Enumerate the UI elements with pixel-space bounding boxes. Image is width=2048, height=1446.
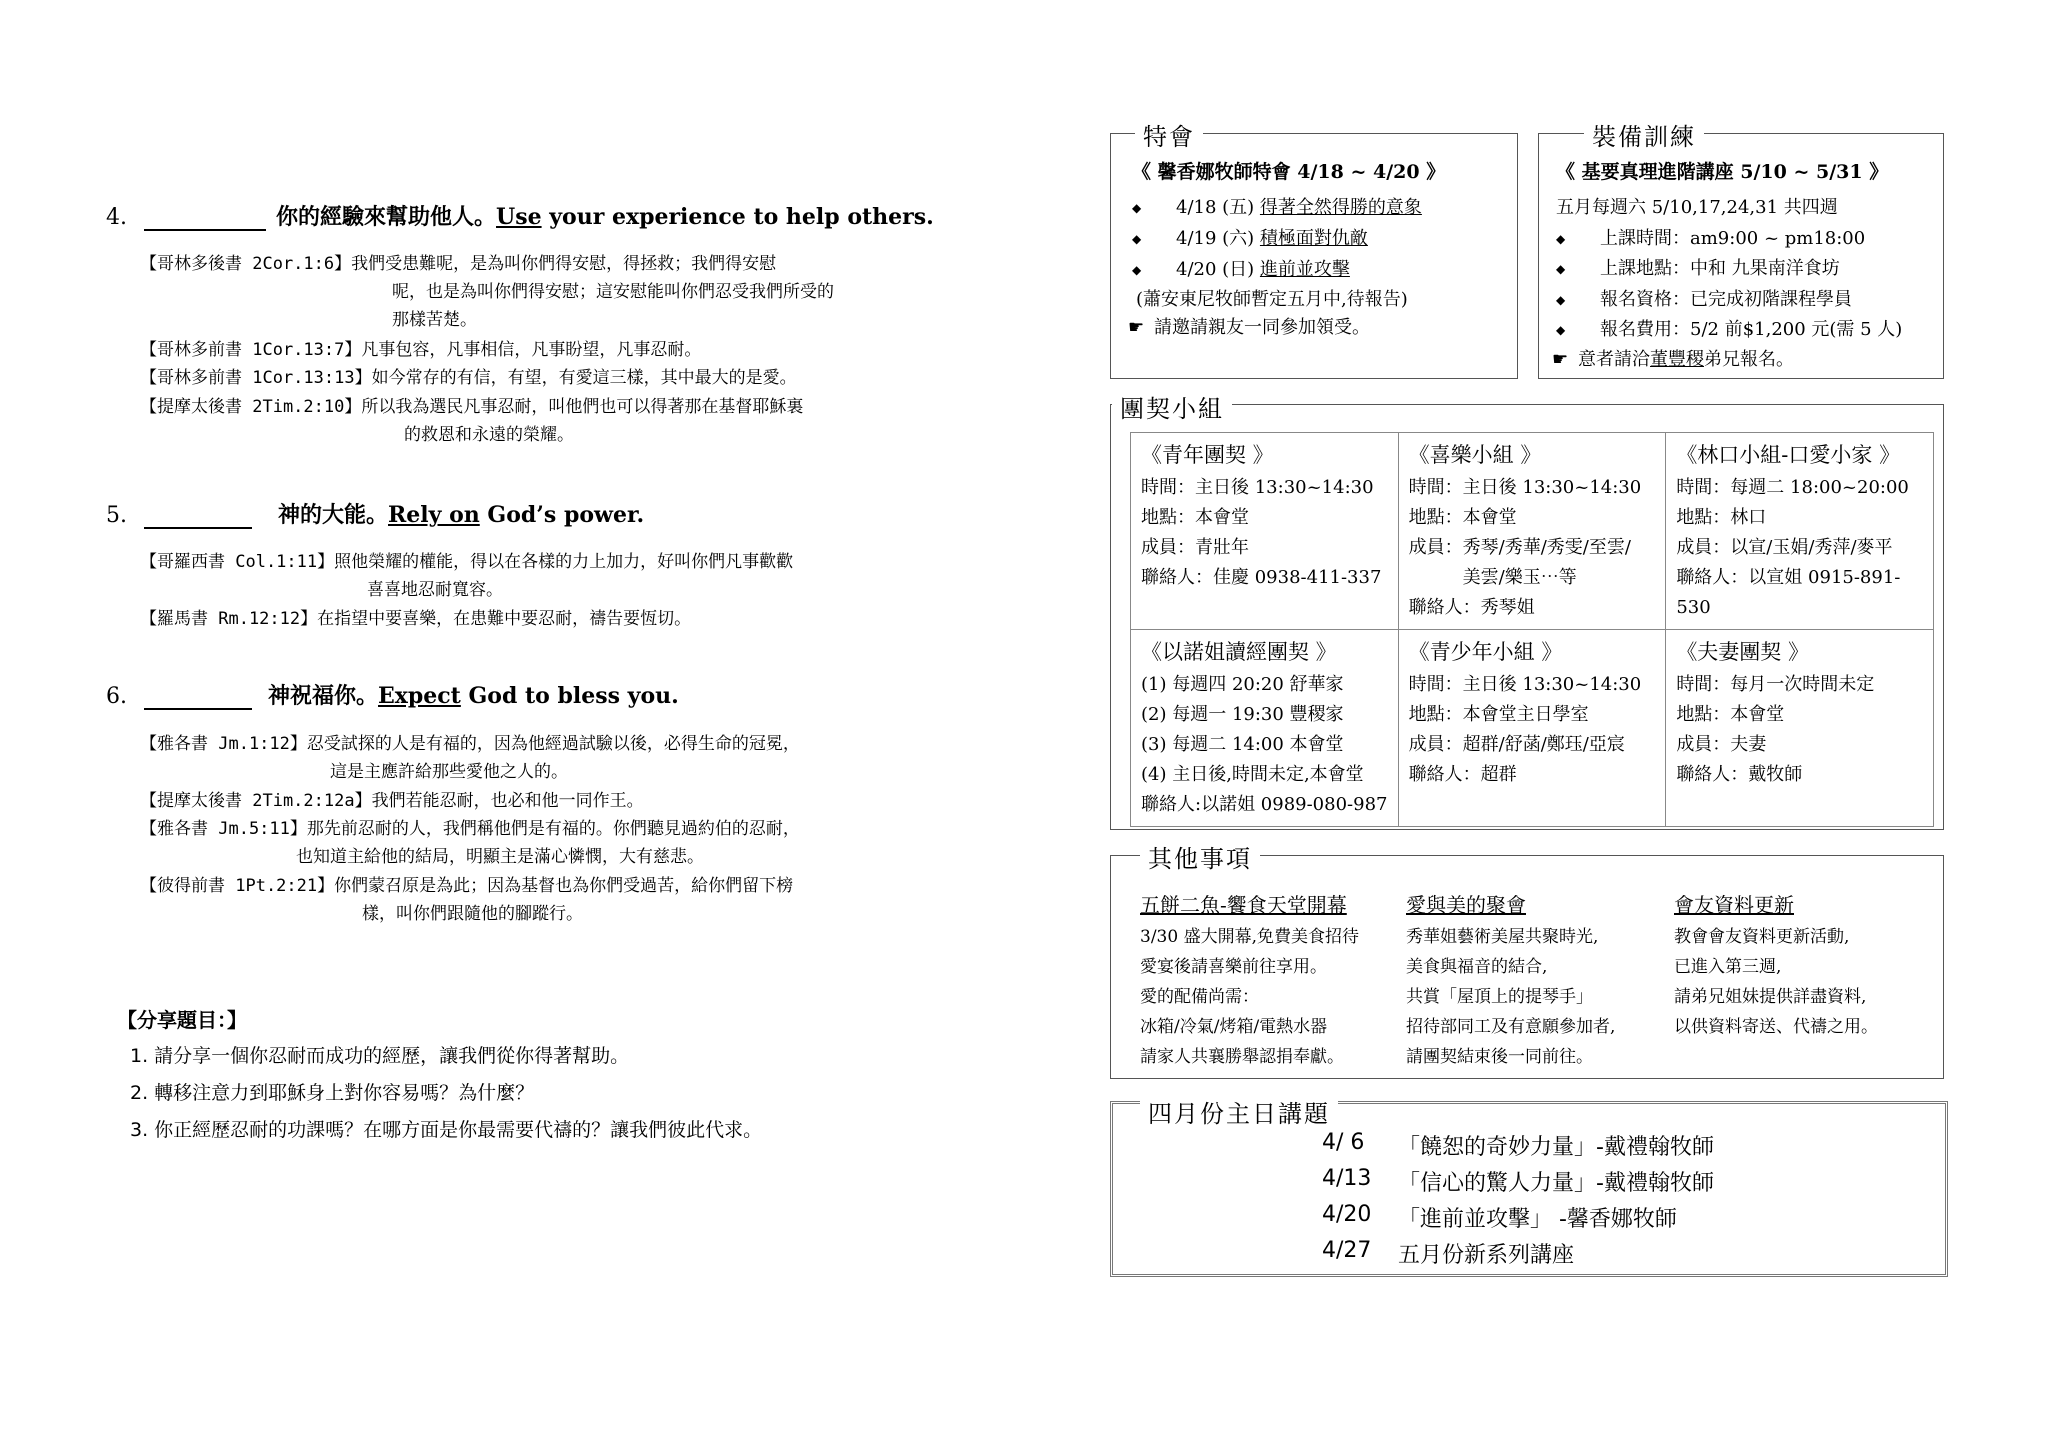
sermon-date: 4/27 — [1322, 1238, 1372, 1263]
sermon-topic: 「進前並攻擊」 -馨香娜牧師 — [1398, 1207, 1677, 1232]
sermon-topic: 「饒恕的奇妙力量」-戴禮翰牧師 — [1398, 1135, 1714, 1160]
share-question: 1. 請分享一個你忍耐而成功的經歷，讓我們從你得著幫助。 — [130, 1045, 630, 1067]
group-cell: 《喜樂小組 》 時間：主日後 13:30~14:30 地點：本會堂 成員：秀琴/秀華/秀雯/至雲/ 美雲/樂玉⋯等 聯絡人：秀琴姐 — [1398, 433, 1666, 630]
misc-title: 其他事項 — [1140, 839, 1260, 874]
diamond-bullet-icon: ◆ — [1556, 232, 1566, 246]
groups-title: 團契小組 — [1112, 389, 1232, 424]
misc-heading: 愛與美的聚會 — [1406, 893, 1526, 917]
sermon-date: 4/ 6 — [1322, 1130, 1365, 1155]
special-meeting-heading: 《 馨香娜牧師特會 4/18 ~ 4/20 》 — [1132, 161, 1446, 183]
diamond-bullet-icon: ◆ — [1132, 201, 1142, 215]
pointing-hand-icon: ☛ — [1128, 317, 1145, 338]
sermon-date: 4/20 — [1322, 1202, 1372, 1227]
special-note: (蕭安東尼牧師暫定五月中,待報告) — [1136, 289, 1408, 310]
group-name: 《青少年小組 》 — [1408, 640, 1563, 664]
group-name: 《青年團契 》 — [1141, 443, 1274, 467]
answer-blank[interactable] — [144, 205, 266, 231]
special-invite: ☛ 請邀請親友一同參加領受。 — [1128, 317, 1370, 338]
misc-heading: 會友資料更新 — [1674, 893, 1794, 917]
training-item: ◆ 報名費用：5/2 前$1,200 元(需 5 人) — [1556, 319, 1903, 340]
answer-blank[interactable] — [144, 684, 252, 710]
diamond-bullet-icon: ◆ — [1132, 263, 1142, 277]
point-5: 5. 神的大能。Rely on God’s power. — [106, 502, 645, 528]
group-name: 《以諾姐讀經團契 》 — [1141, 640, 1337, 664]
group-cell: 《林口小組-口愛小家 》 時間：每週二 18:00~20:00 地點：林口 成員：以宣/玉娟/秀萍/麥平 聯絡人：以宣姐 0915-891- 530 — [1666, 433, 1934, 630]
misc-heading: 五餅二魚-饗食天堂開幕 — [1140, 893, 1347, 917]
sermon-topic: 五月份新系列講座 — [1398, 1243, 1575, 1268]
group-cell: 《青少年小組 》 時間：主日後 13:30~14:30 地點：本會堂主日學室 成員：超群/舒菡/鄭珏/亞宸 聯絡人：超群 — [1398, 630, 1666, 827]
group-cell: 《以諾姐讀經團契 》 (1) 每週四 20:20 舒華家 (2) 每週一 19:30 豐稷家 (3) 每週二 14:00 本會堂 (4) 主日後,時間未定,本會堂 聯絡人:以諾姐 0989-080-987 — [1131, 630, 1399, 827]
group-name: 《喜樂小組 》 — [1408, 443, 1542, 467]
sermon-date: 4/13 — [1322, 1166, 1372, 1191]
training-heading: 《 基要真理進階講座 5/10 ~ 5/31 》 — [1556, 161, 1889, 183]
group-cell: 《青年團契 》 時間：主日後 13:30~14:30 地點：本會堂 成員：青壯年 聯絡人：佳慶 0938-411-337 — [1131, 433, 1399, 630]
training-item: ◆ 上課時間：am9:00 ~ pm18:00 — [1556, 228, 1866, 249]
training-item: ◆ 上課地點：中和 九果南洋食坊 — [1556, 258, 1840, 279]
training-schedule: 五月每週六 5/10,17,24,31 共四週 — [1556, 197, 1838, 218]
group-cell: 《夫妻團契 》 時間：每月一次時間未定 地點：本會堂 成員：夫妻 聯絡人：戴牧師 — [1666, 630, 1934, 827]
diamond-bullet-icon: ◆ — [1556, 293, 1566, 307]
diamond-bullet-icon: ◆ — [1556, 323, 1566, 337]
share-title: 【分享題目：】 — [117, 1008, 247, 1032]
groups-table — [1130, 432, 1934, 827]
pointing-hand-icon: ☛ — [1552, 349, 1569, 370]
share-question: 2. 轉移注意力到耶穌身上對你容易嗎？為什麼？ — [130, 1082, 535, 1104]
sermon-topic: 「信心的驚人力量」-戴禮翰牧師 — [1398, 1171, 1714, 1196]
point-6: 6. 神祝福你。Expect God to bless you. — [106, 683, 679, 709]
special-item: ◆ 4/19 (六) 積極面對仇敵 — [1132, 228, 1368, 249]
point-4: 4. 你的經驗來幫助他人。Use your experience to help others. — [106, 204, 934, 230]
answer-blank[interactable] — [144, 503, 252, 529]
group-name: 《夫妻團契 》 — [1676, 640, 1809, 664]
special-meeting-title: 特會 — [1135, 117, 1203, 152]
group-name: 《林口小組-口愛小家 》 — [1676, 443, 1901, 467]
special-item: ◆ 4/18 (五) 得著全然得勝的意象 — [1132, 197, 1422, 218]
training-item: ◆ 報名資格：已完成初階課程學員 — [1556, 289, 1852, 310]
diamond-bullet-icon: ◆ — [1132, 232, 1142, 246]
training-title: 裝備訓練 — [1584, 117, 1704, 152]
training-contact: ☛ 意者請洽董豐稷弟兄報名。 — [1552, 349, 1794, 370]
diamond-bullet-icon: ◆ — [1556, 262, 1566, 276]
sermons-title: 四月份主日講題 — [1140, 1094, 1338, 1129]
special-item: ◆ 4/20 (日) 進前並攻擊 — [1132, 259, 1350, 280]
share-question: 3. 你正經歷忍耐的功課嗎？在哪方面是你最需要代禱的？讓我們彼此代求。 — [130, 1119, 763, 1141]
